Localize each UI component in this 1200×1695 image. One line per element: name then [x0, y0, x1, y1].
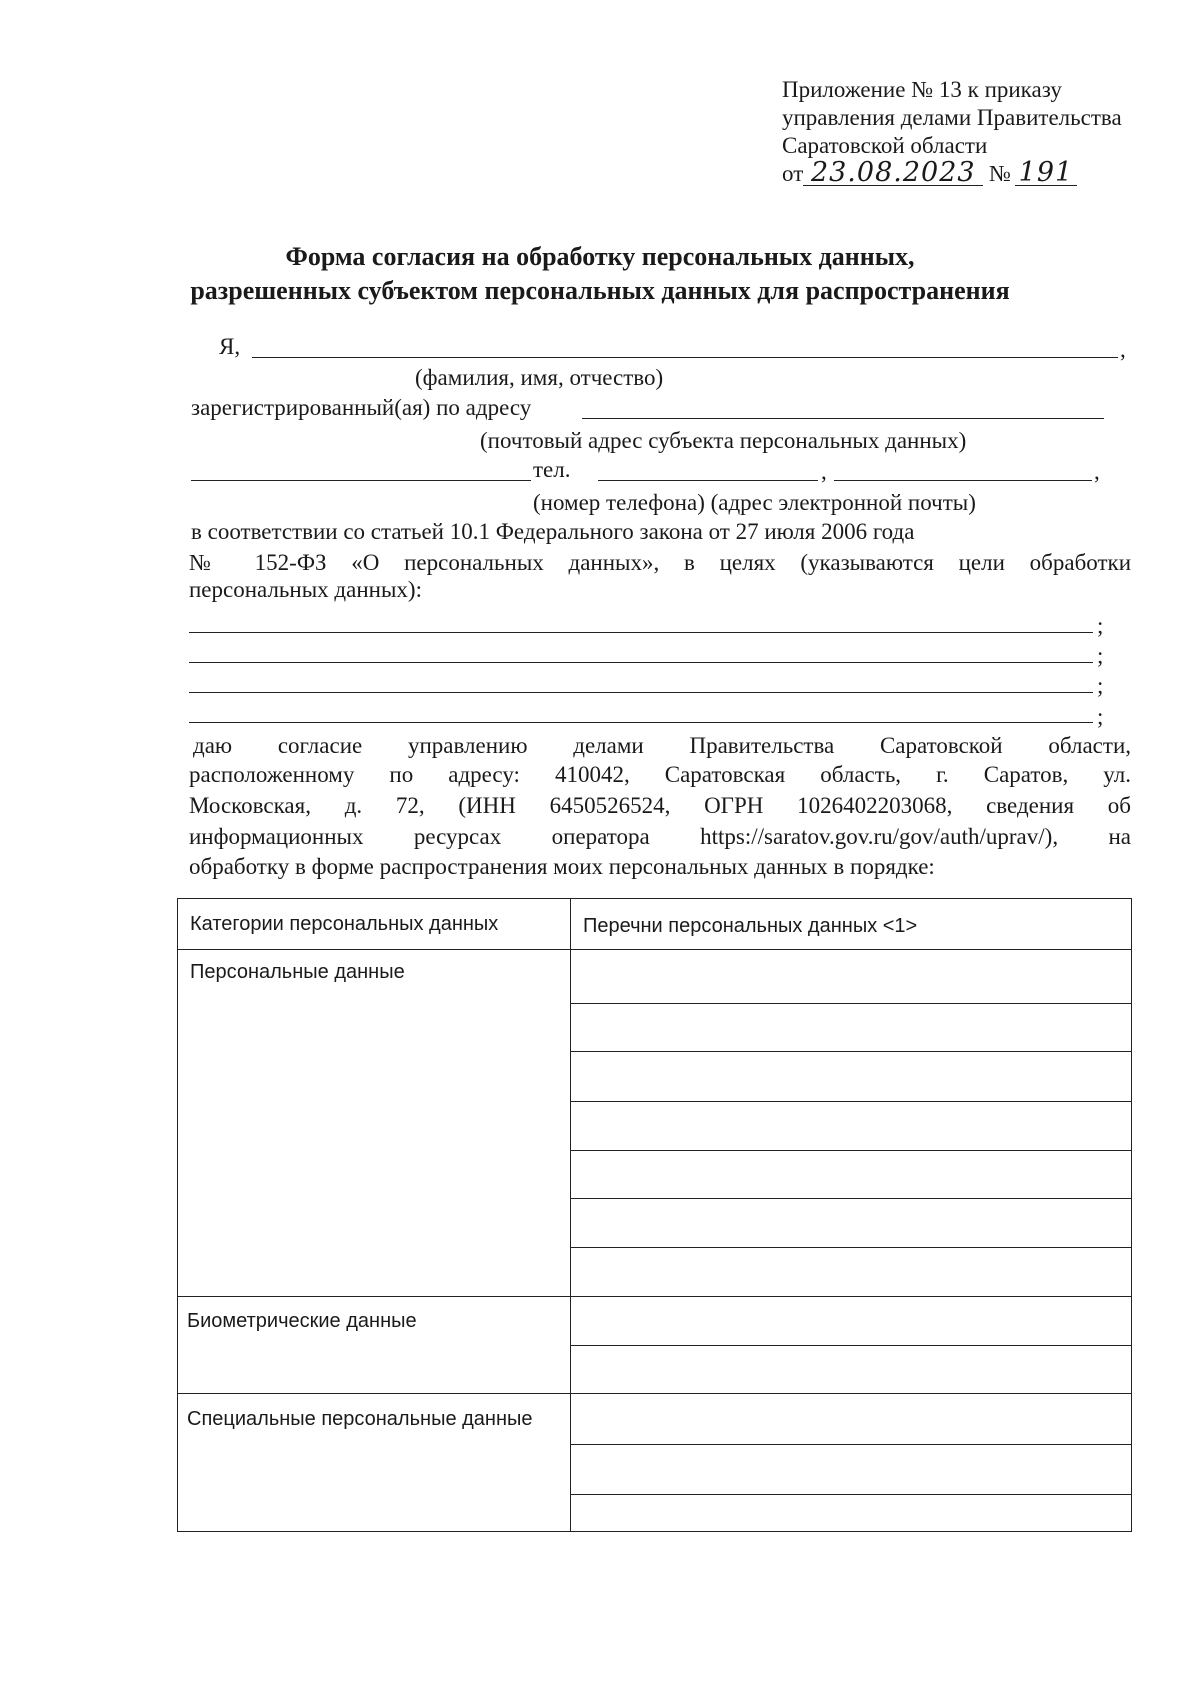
purpose-semicolon-3: ; — [1097, 673, 1104, 698]
biometric-data-line-1 — [570, 1345, 1131, 1346]
paragraph2-line4: информационных ресурсах оператора https://saratov.gov.ru/gov/auth/uprav/), на — [189, 824, 1131, 849]
purpose-line-3[interactable] — [189, 692, 1093, 693]
page-title — [0, 240, 1200, 308]
category-special-data: Специальные персональные данные — [187, 1408, 533, 1430]
number-label: № — [989, 161, 1011, 186]
title-line-1: Форма согласия на обработку персональных данных, — [285, 242, 915, 271]
row-divider-1 — [178, 1296, 1131, 1297]
paragraph1-line1: в соответствии со статьей 10.1 Федерального закона от 27 июля 2006 года — [191, 519, 915, 544]
i-label: Я, — [219, 334, 241, 359]
comma-after-email: , — [1094, 459, 1100, 484]
special-data-line-2 — [570, 1494, 1131, 1495]
address-field[interactable] — [582, 418, 1104, 419]
email-field[interactable] — [834, 480, 1092, 481]
special-data-line-1 — [570, 1444, 1131, 1445]
category-biometric-data: Биометрические данные — [187, 1310, 417, 1332]
handwritten-number: 191 — [1015, 161, 1077, 186]
approval-line-3: Саратовской области — [782, 133, 988, 158]
paragraph2-line1: даю согласие управлению делами Правительства Саратовской области, — [193, 733, 1131, 758]
column-divider — [570, 899, 571, 1531]
fio-comma: , — [1120, 337, 1126, 362]
approval-date-number — [782, 157, 1122, 188]
title-line-2: разрешенных субъектом персональных данных для распространения — [190, 276, 1010, 305]
tel-label: тел. — [533, 457, 571, 482]
personal-data-line-1 — [570, 1003, 1131, 1004]
registered-label: зарегистрированный(ая) по адресу — [191, 395, 532, 420]
row-divider-2 — [178, 1393, 1131, 1394]
purpose-line-2[interactable] — [189, 662, 1093, 663]
header-divider — [178, 949, 1131, 950]
personal-data-line-6 — [570, 1247, 1131, 1248]
approval-line-2: управления делами Правительства — [782, 105, 1122, 130]
category-personal-data: Персональные данные — [190, 961, 405, 983]
purpose-semicolon-4: ; — [1097, 704, 1104, 729]
approval-line-1: Приложение № 13 к приказу — [782, 77, 1062, 102]
handwritten-date: 23.08.2023 — [803, 161, 983, 186]
fio-caption: (фамилия, имя, отчество) — [415, 365, 664, 390]
paragraph1-line2: № 152-ФЗ «О персональных данных», в целях (указываются цели обработки — [189, 550, 1131, 575]
fio-field[interactable] — [252, 357, 1118, 358]
paragraph2-line3: Московская, д. 72, (ИНН 6450526524, ОГРН 1026402203068, сведения об — [189, 793, 1131, 818]
purpose-line-4[interactable] — [189, 722, 1093, 723]
personal-data-line-3 — [570, 1101, 1131, 1102]
contacts-caption: (номер телефона) (адрес электронной почты) — [533, 490, 976, 515]
paragraph1-line3: персональных данных): — [189, 577, 422, 602]
from-label: от — [782, 161, 804, 186]
purpose-line-1[interactable] — [189, 632, 1093, 633]
purpose-semicolon-1: ; — [1097, 613, 1104, 638]
personal-data-table — [177, 898, 1132, 1532]
personal-data-line-4 — [570, 1150, 1131, 1151]
phone-field[interactable] — [598, 480, 818, 481]
purpose-semicolon-2: ; — [1097, 643, 1104, 668]
paragraph2-line2: расположенному по адресу: 410042, Саратовская область, г. Саратов, ул. — [189, 762, 1131, 787]
address-caption: (почтовый адрес субъекта персональных данных) — [480, 428, 967, 453]
header-categories: Категории персональных данных — [190, 913, 499, 935]
personal-data-line-5 — [570, 1198, 1131, 1199]
header-lists: Перечни персональных данных <1> — [583, 915, 918, 937]
paragraph2-line5: обработку в форме распространения моих персональных данных в порядке: — [189, 854, 935, 879]
approval-block — [782, 76, 1122, 188]
personal-data-line-2 — [570, 1051, 1131, 1052]
extra-address-field[interactable] — [191, 480, 531, 481]
comma-after-phone: , — [821, 459, 827, 484]
